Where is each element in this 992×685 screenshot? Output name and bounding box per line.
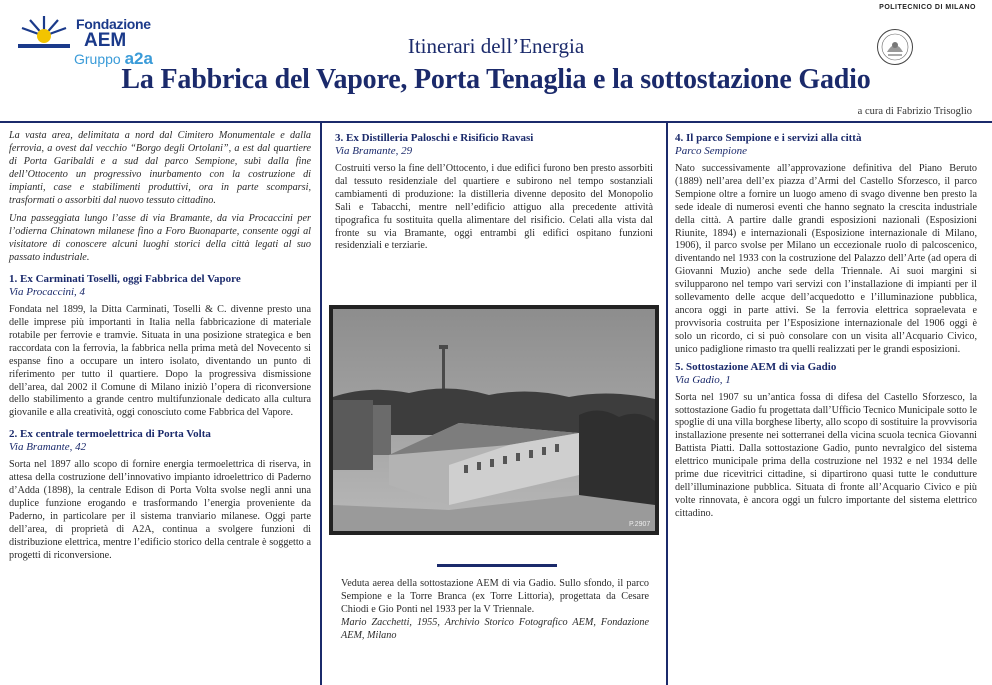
section-4-title: 4. Il parco Sempione e i servizi alla città	[675, 132, 862, 144]
logo-line-2: AEM	[84, 30, 127, 51]
intro-paragraph-2: Una passeggiata lungo l’asse di via Bramante, da via Procaccini per l’odierna Chinatown milanese fino a Foro Buonaparte, consente oggi al visitatore di conoscere alcuni luoghi storici della città legati al suo passato industriale.	[9, 213, 311, 264]
logo-a2a: a2a	[124, 49, 153, 68]
intro-paragraph-1: La vasta area, delimitata a nord dal Cimitero Monumentale e dalla ferrovia, a ovest dal vecchio “Borgo degli Ortolani”, a est dal quartiere di Porta Garibaldi e a sud dal parco Sempione, subì dalla fine dell’Ottocento un progressivo inurbamento con la costruzione di impianti, case e stabilimenti produttivi, ora in parte scomparsi, trasformati o assorbiti dal nuovo tessuto cittadino.	[9, 130, 311, 206]
aerial-photo-gadio-substation	[329, 305, 659, 535]
column-1	[9, 130, 311, 568]
section-4-text: Nato successivamente all’approvazione definitiva del Piano Beruto (1889) nell’area dell’ex piazza d’Armi del Castello Sforzesco, il parco Sempione oltre a fornire un luogo ameno di svago divenne ben presto la sede ideale di numerosi eventi che hanno segnato la crescita industriale della città. A partire dalle grandi esposizioni nazionali (Esposizioni Riunite, 1894) e internazionali (Esposizione internazionale di Milano, 1906), il parco svolse per Milano un eccezionale ruolo di palcoscenico, diventando nel 1933 con la costruzione del Palazzo dell’Arte (ad opera di Giovanni Muzio) anche sede della Triennale. Ai suoi margini si svilupparono nel tempo vari servizi con l’installazione di impianti per il sollevamento delle acque dell’acquedotto e l’illuminazione pubblica, ancora oggi in parte attivi. Se la ferrovia elettrica sopraelevata e provvisoria costruita per l’Esposizione internazionale del 1906 oggi è solo un ricordo, ci si può consolare con un visita all’Acquario Civico, unico padiglione rimasto tra quelli realizzati per le grandi esposizioni.	[675, 163, 977, 355]
section-1-address: Via Procaccini, 4	[9, 286, 86, 299]
photo-archive-mark: P.2907	[629, 521, 651, 528]
caption-divider	[437, 564, 557, 567]
section-5-text: Sorta nel 1907 su un’antica fossa di difesa del Castello Sforzesco, la sottostazione Gadio fu progettata dall’Ufficio Tecnico Municipale sotto le spoglie di una villa borghese liberty, allo scopo di sostituire la provvisoria installazione presente nei sotterranei della vicina scuola tecnica Giovanni Battista Piatti. Dalla sottostazione Gadio, punto nevralgico del sistema elettrico municipale prima della costruzione nel 1932 e nel 1934 delle prime due ricevitrici cittadine, si dipartirono quasi tutte le condutture dell’illuminazione pubblica. Situata di fronte all’Acquario Civico e più volte rinnovata, è ancora oggi un fulcro importante del sistema elettrico cittadino.	[675, 391, 977, 519]
section-2-text: Sorta nel 1897 allo scopo di fornire energia termoelettrica di riserva, in attesa della costruzione dell’innovativo impianto idroelettrico di Paderno d’Adda (1898), la centrale Edison di Porta Volta svolse negli anni una duplice funzione erogando e trasformando l’energia proveniente da Paderno, in particolare per il sistema tranviario milanese. Oggi parte dell’area, di proprietà di A2A, continua a svolgere funzioni di distribuzione elettrica, mentre l’edificio storico della centrale è soggetto a progetti di riconversione.	[9, 459, 311, 561]
header-divider	[0, 121, 992, 123]
section-3-address: Via Bramante, 29	[335, 145, 413, 157]
page-title: La Fabbrica del Vapore, Porta Tenaglia e la sottostazione Gadio	[121, 64, 871, 95]
column-divider-1	[320, 121, 322, 685]
section-5-title: 5. Sottostazione AEM di via Gadio	[675, 360, 837, 373]
section-1-title: 1. Ex Carminati Toselli, oggi Fabbrica del Vapore	[9, 273, 241, 286]
section-3-title: 3. Ex Distilleria Paloschi e Risificio Ravasi	[335, 132, 534, 144]
column-2	[335, 130, 653, 259]
logo-line-1: Fondazione	[76, 16, 151, 32]
caption-text: Veduta aerea della sottostazione AEM di via Gadio. Sullo sfondo, il parco Sempione e la Torre Branca (ex Torre Littoria), progettata da Cesare Chiodi e Gio Ponti nel 1933 per la V Triennale.	[341, 578, 649, 615]
section-3-text: Costruiti verso la fine dell’Ottocento, i due edifici furono ben presto assorbiti dal tessuto residenziale del quartiere e subirono nel tempo sostanziali cambiamenti di produzione: la distilleria divenne deposito del Monopolio Sali e Tabacchi, mentre nell’edificio attiguo alla precedente attività tipografica fu sostituita quella alimentare del risificio. Celati alla vista dal fronte su via Bramante, oggi entrambi gli edifici ospitano funzioni residenziali e terziarie.	[335, 163, 653, 252]
logo-gruppo: Gruppo	[74, 51, 121, 67]
column-3	[675, 130, 977, 527]
section-2-title: 2. Ex centrale termoelettrica di Porta Volta	[9, 428, 211, 441]
photo-caption	[341, 578, 649, 643]
section-5-address: Via Gadio, 1	[675, 373, 731, 386]
section-4-address: Parco Sempione	[675, 145, 747, 157]
section-2-address: Via Bramante, 42	[9, 441, 87, 454]
curator-credit: a cura di Fabrizio Trisoglio	[857, 106, 972, 117]
section-1-text: Fondata nel 1899, la Ditta Carminati, Toselli & C. divenne presto una delle imprese più importanti in Italia nella fabbricazione di materiale rotabile per ferrovie e tramvie. Situata in una posizione strategica e ben raccordata con la ferrovia, la fabbrica nella prima metà del Novecento si espanse fino a occupare un intero isolato, diventando un punto di riferimento per tutto il quartiere. Dopo la progressiva dismissione dell’area, dal 2002 il Comune di Milano iniziò l’opera di riconversione dello stabilimento a grande centro multifunzionale dedicato alla cultura giovanile e alla creatività, oggi conosciuto come Fabbrica del Vapore.	[9, 304, 311, 419]
series-title: Itinerari dell’Energia	[407, 34, 585, 58]
caption-credit: Mario Zacchetti, 1955, Archivio Storico Fotografico AEM, Fondazione AEM, Milano	[341, 616, 649, 641]
institution-name: POLITECNICO DI MILANO	[879, 4, 976, 11]
column-divider-2	[666, 121, 668, 685]
